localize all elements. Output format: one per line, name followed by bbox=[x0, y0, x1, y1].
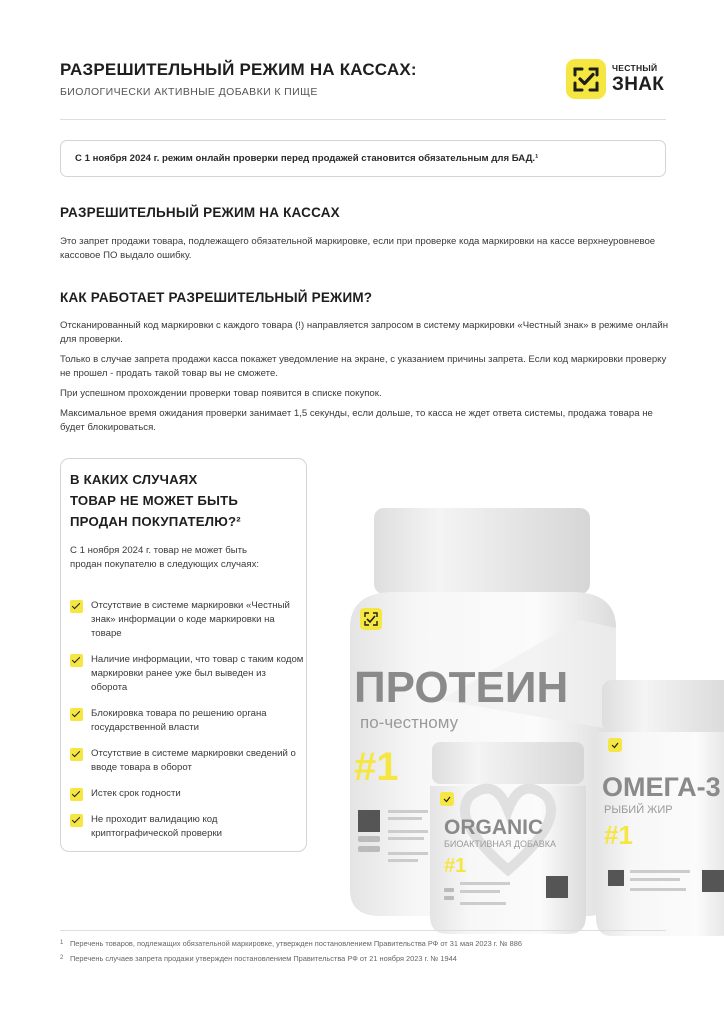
list-item: Не проходит валидацию код криптографической проверки bbox=[70, 813, 304, 841]
chestny-znak-logo bbox=[566, 59, 664, 99]
list-item: Наличие информации, что товар с таким кодом маркировки ранее уже был выведен из оборота bbox=[70, 653, 304, 695]
footnote-divider bbox=[60, 930, 666, 931]
checkmark-icon bbox=[70, 654, 83, 667]
product-jars-illustration bbox=[320, 470, 724, 940]
section1-heading: РАЗРЕШИТЕЛЬНЫЙ РЕЖИМ НА КАССАХ bbox=[60, 205, 340, 220]
logo-text-big: ЗНАК bbox=[612, 73, 665, 95]
omega3-jar bbox=[596, 680, 724, 936]
section2-paragraph-4: Максимальное время ожидания проверки занимает 1,5 секунды, если дольше, то касса не ждет ответа системы, продажа товара не будет блокироваться. bbox=[60, 408, 653, 433]
footnote-2: 2 Перечень случаев запрета продажи утвержден постановлением Правительства РФ от 21 ноября 2023 г. № 1944 bbox=[60, 954, 457, 963]
organic-name: ORGANIC bbox=[444, 816, 544, 839]
footnotes bbox=[60, 936, 666, 966]
omega-subtitle: РЫБИЙ ЖИР bbox=[604, 804, 673, 816]
protein-number: #1 bbox=[354, 745, 399, 789]
organic-subtitle: БИОАКТИВНАЯ ДОБАВКА bbox=[444, 839, 556, 849]
logo-check-icon bbox=[566, 59, 606, 99]
card-title: В КАКИХ СЛУЧАЯХ ТОВАР НЕ МОЖЕТ БЫТЬ ПРОДАН ПОКУПАТЕЛЮ?² bbox=[70, 472, 241, 529]
notice-box bbox=[60, 140, 666, 177]
protein-name: ПРОТЕИН bbox=[354, 663, 569, 712]
section2-paragraph-3: При успешном прохождении проверки товар появится в списке покупок. bbox=[60, 388, 382, 399]
page-subtitle: БИОЛОГИЧЕСКИ АКТИВНЫЕ ДОБАВКИ К ПИЩЕ bbox=[60, 86, 318, 98]
checkmark-icon bbox=[70, 600, 83, 613]
card-lead-text: С 1 ноября 2024 г. товар не может быть продан покупателю в следующих случаях: bbox=[70, 545, 260, 570]
footnote-1: 1 Перечень товаров, подлежащих обязательной маркировке, утвержден постановлением Правительства РФ от 31 мая 2023 г. № 886 bbox=[60, 939, 522, 948]
list-item: Блокировка товара по решению органа государственной власти bbox=[70, 707, 304, 735]
notice-text: С 1 ноября 2024 г. режим онлайн проверки перед продажей становится обязательным для БАД.¹ bbox=[75, 153, 539, 164]
checkmark-icon bbox=[70, 788, 83, 801]
checkmark-icon bbox=[70, 814, 83, 827]
page-title: РАЗРЕШИТЕЛЬНЫЙ РЕЖИМ НА КАССАХ: bbox=[60, 60, 417, 79]
header-divider bbox=[60, 119, 666, 120]
prohibition-cases-card bbox=[60, 458, 307, 852]
checkmark-icon bbox=[70, 708, 83, 721]
list-item: Отсутствие в системе маркировки «Честный знак» информации о коде маркировки на товаре bbox=[70, 599, 304, 641]
section2-heading: КАК РАБОТАЕТ РАЗРЕШИТЕЛЬНЫЙ РЕЖИМ? bbox=[60, 290, 373, 305]
section1-text: Это запрет продажи товара, подлежащего обязательной маркировке, если при проверке кода маркировки на кассе верхнеуровневое кассовое ПО выдало ошибку. bbox=[60, 236, 656, 261]
list-item: Отсутствие в системе маркировки сведений о вводе товара в оборот bbox=[70, 747, 304, 775]
section2-paragraph-1: Отсканированный код маркировки с каждого товара (!) направляется запросом в систему маркировки «Честный знак» в режиме онлайн для проверки. bbox=[60, 320, 668, 345]
checkmark-icon bbox=[70, 748, 83, 761]
protein-subtitle: по-честному bbox=[360, 713, 459, 732]
section2-paragraph-2: Только в случае запрета продажи касса покажет уведомление на экране, с указанием причины запрета. Если код маркировки проверку не прошел - продать такой товар вы не сможете. bbox=[60, 354, 667, 379]
prohibition-list bbox=[70, 599, 304, 853]
logo-text-small: ЧЕСТНЫЙ bbox=[612, 63, 658, 74]
list-item: Истек срок годности bbox=[70, 787, 304, 801]
omega-name: ОМЕГА-3 bbox=[602, 772, 721, 802]
organic-number: #1 bbox=[444, 855, 467, 877]
omega-number: #1 bbox=[604, 820, 633, 850]
organic-jar bbox=[430, 742, 586, 934]
